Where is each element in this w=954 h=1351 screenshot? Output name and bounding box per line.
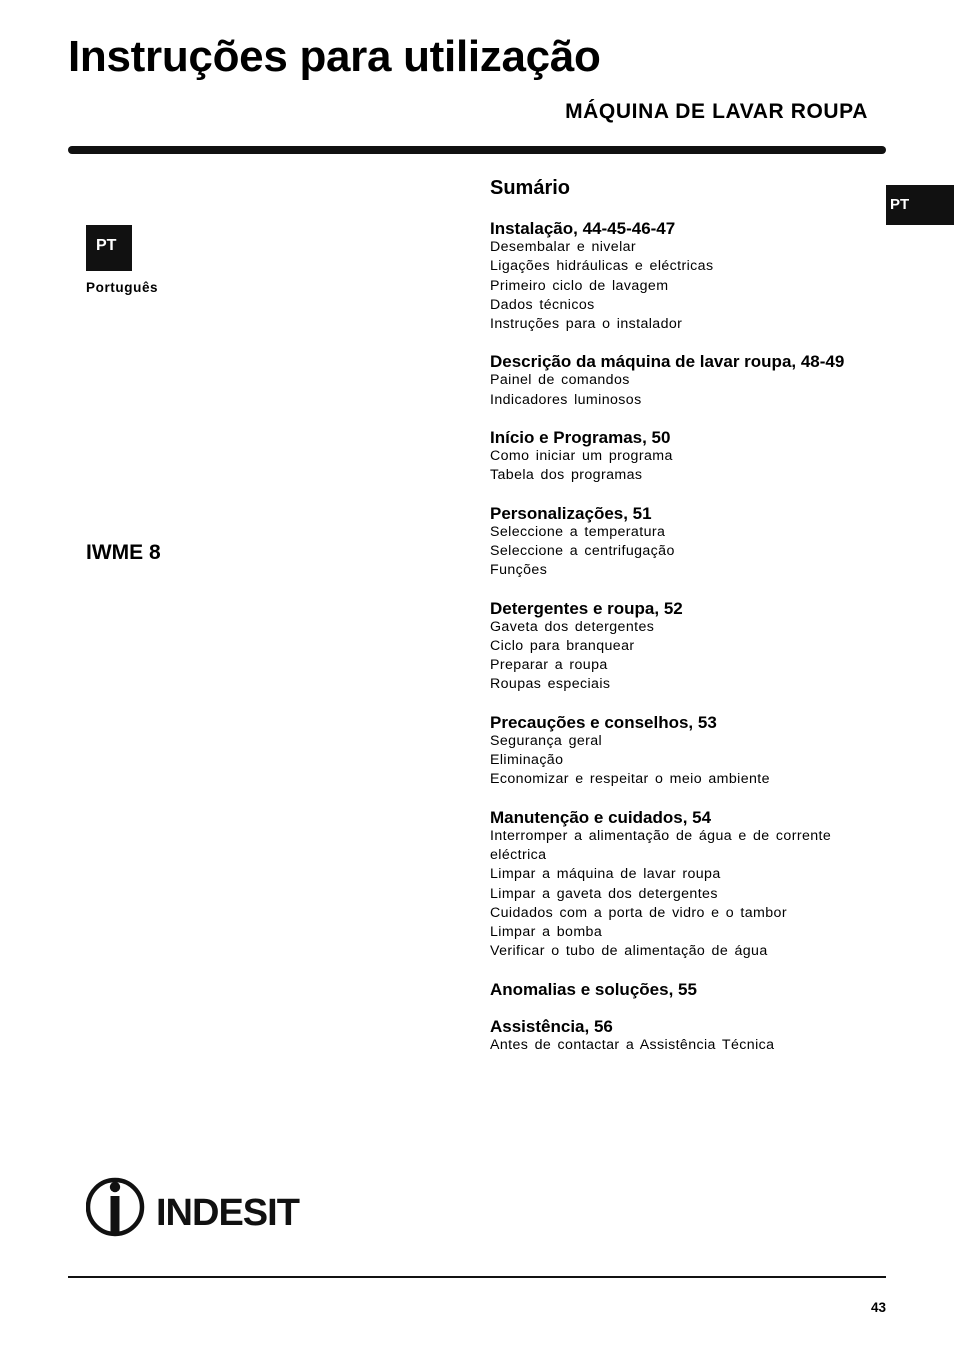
toc-item: Dados técnicos (490, 296, 595, 313)
toc-item: Primeiro ciclo de lavagem (490, 277, 669, 294)
toc-section (490, 504, 870, 581)
indesit-logo-icon (86, 1176, 318, 1238)
toc-item: Ligações hidráulicas e eléctricas (490, 258, 714, 275)
toc-item: Seleccione a centrifugação (490, 542, 675, 559)
toc-item: Roupas especiais (490, 676, 611, 693)
toc-item: Limpar a bomba (490, 924, 603, 941)
toc-section-title: Descrição da máquina de lavar roupa, 48-49 (490, 352, 845, 372)
toc-section (490, 219, 870, 334)
toc-section (490, 1017, 870, 1055)
toc-section (490, 713, 870, 790)
page-title: Instruções para utilização (68, 32, 601, 81)
toc-item: Desembalar e nivelar (490, 239, 637, 255)
toc-item: Ciclo para branquear (490, 637, 635, 654)
toc-item: Segurança geral (490, 732, 603, 749)
logo-wordmark: INDESIT (156, 1192, 299, 1234)
toc-sections (490, 219, 870, 1055)
toc-item-list (490, 523, 870, 581)
language-code-badge: PT (86, 225, 132, 271)
toc-section (490, 599, 870, 695)
toc-section-title: Manutenção e cuidados, 54 (490, 807, 712, 827)
page-number: 43 (870, 1300, 886, 1315)
toc-section-title: Início e Programas, 50 (490, 428, 671, 448)
toc-item: Economizar e respeitar o meio ambiente (490, 771, 770, 788)
toc-section-title: Precauções e conselhos, 53 (490, 712, 717, 732)
toc-item: Como iniciar um programa (490, 448, 673, 465)
toc-item-list (490, 827, 870, 962)
toc-section (490, 808, 870, 962)
toc-section-title: Assistência, 56 (490, 1016, 613, 1036)
toc-item-list (490, 238, 870, 334)
toc-item: Limpar a gaveta dos detergentes (490, 885, 718, 902)
toc-item: Tabela dos programas (490, 467, 643, 484)
toc-item: Painel de comandos (490, 372, 630, 389)
header-divider (68, 146, 886, 154)
toc-item: Verificar o tubo de alimentação de água (490, 943, 768, 960)
language-side-tab: PT (886, 185, 954, 225)
toc-section (490, 980, 870, 999)
toc-item-list (490, 732, 870, 790)
toc-item: Indicadores luminosos (490, 391, 642, 408)
footer-divider (68, 1276, 886, 1278)
toc-item: Instruções para o instalador (490, 316, 683, 333)
toc-section-title: Anomalias e soluções, 55 (490, 979, 697, 999)
toc-section-title: Instalação, 44-45-46-47 (490, 219, 676, 238)
toc-item: Gaveta dos detergentes (490, 618, 655, 635)
table-of-contents (490, 176, 870, 1073)
toc-item: Funções (490, 562, 548, 579)
toc-section (490, 428, 870, 486)
toc-item-list (490, 447, 870, 486)
toc-item: Limpar a máquina de lavar roupa (490, 866, 721, 883)
document-subtitle: MÁQUINA DE LAVAR ROUPA (565, 100, 868, 123)
language-name: Português (86, 280, 159, 295)
toc-item: Interromper a alimentação de água e de corrente eléctrica (490, 827, 832, 863)
model-name: IWME 8 (86, 541, 161, 564)
toc-item: Preparar a roupa (490, 657, 608, 674)
toc-item: Eliminação (490, 752, 564, 769)
toc-item: Antes de contactar a Assistência Técnica (490, 1036, 775, 1053)
toc-item-list (490, 1036, 870, 1055)
toc-section (490, 352, 870, 410)
toc-item-list (490, 618, 870, 695)
toc-section-title: Detergentes e roupa, 52 (490, 598, 683, 618)
toc-item: Cuidados com a porta de vidro e o tambor (490, 904, 787, 921)
toc-heading: Sumário (490, 177, 571, 199)
toc-item-list (490, 371, 870, 410)
toc-item: Seleccione a temperatura (490, 523, 666, 540)
toc-section-title: Personalizações, 51 (490, 503, 652, 523)
